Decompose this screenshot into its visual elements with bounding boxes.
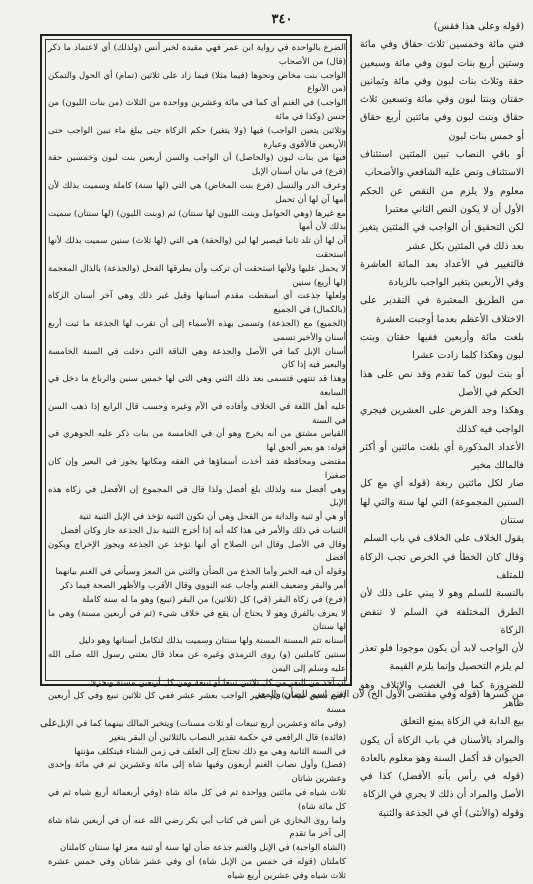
main-text-line: مع غيرها (وهي الحوامل وبنت اللبون لها سنتان) ثم (وبنت اللبون) (لها سنتان) سميت بذلك لأن أمها xyxy=(48,208,346,233)
main-text-line: وقوله أن فيه الخبر وأما الجذع من الضأن والثني من المعز وسيأتي في الغنم بيانهما xyxy=(55,567,346,578)
margin-text-paragraph: بلغت مائة وأربعين ففيها حقتان وبنت لبون وهكذا كلما زادت عشرا xyxy=(360,332,524,362)
main-text-line: وعرف الدر والنسل (فرع بنت المخاض) هي التي (لها سنة) كاملة وسميت بذلك لأن أمها آن لها أن تحمل xyxy=(48,180,346,205)
main-text-line: فيها من بنات لبون (والحاصل) أن الواجب والسن أربعين بنت لبون وخمسين حقة (فرع) في بيان أسنان الإبل xyxy=(48,153,346,178)
margin-text-paragraph: يقول الخلاف على الخلاف في باب السلم xyxy=(363,533,524,545)
main-text-line: آن لها أن تلد ثانيا فيصير لها لبن (والحقة) هي التي (لها ثلاث) سنين سميت بذلك لأنها استحقت xyxy=(48,236,346,260)
main-text-line: (فائدة) قال الرافعي في حكمة تقدير النصاب بالثلاثين أن البقر يتغير xyxy=(109,732,346,743)
main-text-line: أمر والبقر وضعيف الغنم وأجاب عنه النووي وقال الأقرب والأظهر الصحة فيما ذكر xyxy=(60,581,346,592)
margin-text-paragraph: صار لكل مائتين ربعة (قوله أي مع كل السنين المجموعة) التي لها سنة والتي لها سنتان xyxy=(360,478,524,527)
margin-text-paragraph: وقوله (والأنثى) أي في الجذعة والثنية xyxy=(378,807,524,819)
main-text-line: وثلاثين يتعين الواجب) فيها (ولا يتغير) حكم الزكاة حتى يبلغ ماء تبين الواجب حتى الأربعين فالأقوى وعبارة xyxy=(48,125,346,150)
main-text-line: الواجب بنت مخاض ونحوها (فيما مثلا) فيما زاد على ثلاثين (تمام) أي الحول والتمكن (من الأنواع xyxy=(48,70,346,95)
margin-text-paragraph: للضرورة كما في الغصب والإتلاف وهو ظاهر xyxy=(360,679,524,709)
main-text-line: مقتضى ومحافظة فقد أخذت أسماؤها في الفقه ومكانها يجوز في البعير وإن كان صغيرا xyxy=(48,456,346,481)
main-text-line: (الجميع) مع (الجذعة) وتسمى بهذه الأسماء إلى أن تقرب لها الجذعة ما ثبت أربع أسنان والأخير تسمى xyxy=(48,318,346,343)
margin-text-paragraph: بالنسبة للسلم وهو لا يبني على ذلك لأن الطرق المختلفة في السلم لا تنقض الزكاة xyxy=(360,588,524,636)
margin-text-paragraph: بيع الدابة في الزكاة يمنع التعلق xyxy=(400,716,524,728)
main-text-line: الواجب) في الغنم أي كما في مائة وعشرين وواحدة من الثلاث (من بنات اللبون) من جنس (وكذا في مائة xyxy=(48,98,346,122)
margin-text-paragraph: وهكذا وجد الفرض على العشرين فيجري الواجب فيه كذلك xyxy=(360,405,524,435)
margin-text-paragraph: (قوله في رأس بأنه الأفضل) كذا في الأصل والمراد أن ذلك لا يجري في الزكاة xyxy=(360,771,524,801)
main-text-line: القياس مشتق من أنه يخرج وهو أن في الخامسة من بنات ذكر عليه الجوهري في قوله: هو بعير ألحق لها xyxy=(48,429,346,454)
main-text-line: في السنة الثانية وهي مع ذلك تحتاج إلى العلف في زمن الشتاء فيتكلف مؤنتها xyxy=(74,746,346,757)
margin-text-paragraph: من الطريق المعتبرة في التقدير على الاختلاف الأعظم بعدما أوجبت العشرة xyxy=(360,295,524,325)
main-text-line: ولما روى البخاري عن أنس في كتاب أبي بكر رضي الله عنه أن في أربعين شاة شاة إلى آخر ما تقدم xyxy=(48,815,346,840)
main-text-line: كاملتان (قوله في خمس من الإبل شاة) أي وفي عشر شاتان وفي خمس عشرة ثلاث شياه وفي عشرين أربع شياه xyxy=(48,857,346,881)
margin-text-paragraph: (قوله وعلى هذا فقس) xyxy=(433,21,524,32)
main-text-line: (في ستين تبيعان) ثم يتغير الواجب بعشر عشر ففي كل ثلاثين تبيع وفي كل أربعين مسنة xyxy=(48,691,346,716)
main-text-line: وهذا قد تنتهي فتسمى بعد ذلك الثني وهي التي لها خمس سنين والرباع ما دخل في السابعة xyxy=(48,374,346,398)
margin-text-paragraph: لأن الواجب لابد أن يكون موجودا فلو تعذر لم يلزم التحصيل وإنما يلزم القيمة xyxy=(360,643,524,673)
page-number: ٣٤٠ xyxy=(271,12,293,27)
main-text-line: عليه أهل اللغة في الخلاف وأفاده في الأم وغيره وحسب قال الرابع إذا ذهب السن في السنة xyxy=(48,401,346,426)
main-text-frame xyxy=(40,34,352,881)
margin-text-paragraph: فني مائة وخمسين ثلاث حقاق وفي مائة وستين أربع بنات لبون وفي مائة وسبعين حقة وثلاث بنات لبون وفي مائة وثمانين حقتان وبنتا لبون وفي مائة وتسعين ثلاث حقاق وبنت لبون وفي مائتين أربع حقاق أو خمس بنات لبون xyxy=(360,39,524,142)
main-text-line: (وفي مائة وعشرين أربع تبيعات أو ثلاث مسنات) ويتخير المالك بينهما كما في الإبل xyxy=(57,719,346,730)
main-text-block xyxy=(48,42,346,881)
margin-text-paragraph: فالتغيير في الأعداد بعد المائة العاشرة وفي الأربعين يتغير الواجب بالزيادة xyxy=(360,258,524,289)
main-text-line: أن آخذ من البقر من كل ثلاثين تبيعا أو تبيعة ومن كل أربعين مسنة ويجزئ xyxy=(89,677,346,688)
margin-text-paragraph: أو باقي النصاب تبين المئتين استئناف الاستئناف ونص عليه الشافعي والأصحاب xyxy=(360,149,524,179)
main-text-line: (فرع) في زكاة البقر (في) كل (ثلاثين) من البقر (تبيع) وهو ما له سنة كاملة xyxy=(81,594,346,605)
catchword: على xyxy=(40,718,58,729)
main-text-line: أسنان الإبل كما في الأصل والجذعة وهي الناقة التي دخلت في السنة الخامسة والبعير فيه إذا كان xyxy=(48,346,346,371)
main-text-line: الثنيات في ذلك والأمر في هذا كله أنه إذا أخرج الثنية بدل الجذعة جاز وكان أفضل xyxy=(60,525,346,536)
main-text-line: وقال في الأصل وقال ابن الصلاح أي أنها تؤخذ عن الجذعة ويجوز الإخراج ويكون أفضل xyxy=(48,539,346,564)
margin-text-paragraph: وقال كان الخطأ في الخرص تجب الزكاة للمتلف xyxy=(360,551,524,581)
main-text-line: وهي أفضل منه ولذلك بلغ أفضل ولذا قال في المجموع إن الأفضل في زكاة هذه الإبل xyxy=(48,484,346,509)
margin-text-paragraph: أو بنت لبون كما تقدم وقد نص على هذا الحكم في الأصل xyxy=(360,368,524,398)
main-text-line: لا يحمل عليها ولأنها استحقت أن تركب وأن يطرقها الفحل (والجذعة) بالذال المعجمة (لها أربع) سنين xyxy=(48,263,346,288)
margin-text-paragraph: والمراد بالأسنان في باب الزكاة أن يكون الحيوان قد أكمل السنة وهو معلوم بالعادة xyxy=(360,734,524,764)
main-text-line: ولعلها جذعت أي أسقطت مقدم أسنانها وقيل غير ذلك وهي آخر أسنان الزكاة (بالكمال) في الجميع xyxy=(48,291,346,316)
main-text-line: (فصل) وأول نصاب الغنم أربعون وفيها شاة إلى مائة وعشرين ثم في مائة وإحدى وعشرين شاتان xyxy=(48,760,346,785)
bottom-commentary-line: من كسرها (قوله وفي مقتضى الأول الخ) لأن الغنم اسم للضأن والمعز xyxy=(255,689,524,700)
main-text-line: (الشاة الواجبة) في الإبل والغنم جذعة ضأن لها سنة أو ثنية معز لها سنتان كاملتان xyxy=(60,843,346,854)
main-text-line: لا يعرف بالفرق وهو لا يحتاج أن يقع في خلاف شيء (ثم في أربعين مسنة) وهي ما لها سنتان xyxy=(48,608,346,633)
margin-text-paragraph: الأعداد المذكورة أي بلغت مائتين أو أكثر فالمالك مخير xyxy=(360,441,524,472)
main-text-line: ثلاث شياه في مائتين وواحدة ثم في كل مائة شاة (وفي أربعمائة أربع شياه ثم في كل مائة شاة) xyxy=(48,788,346,812)
margin-text-paragraph: لكن التحقيق أن الواجب في المئتين يتغير بعد ذلك في المئتين بكل عشر xyxy=(360,222,524,252)
main-text-line: أسنانه تتم المسنة المسنة ولها سنتان وسميت بذلك لتكامل أسنانها وهو دليل xyxy=(78,636,346,647)
main-text-line: الضرع بالواحدة في رواية ابن عمر فهي مقيدة لخبر أنس (ولذلك) أي لاعتماد ما ذكر (قال) من الأصحاب xyxy=(48,43,346,67)
main-text-line: سنتين كاملتين (و) روى الترمذي وغيره عن معاذ قال بعثني رسول الله صلى الله عليه وسلم إلى اليمن xyxy=(48,650,346,674)
main-text-line: أو هي أو ثنية والدابة من الفحل وهي أن تكون الثنية تؤخذ في الإبل الثنية ثنية xyxy=(78,512,346,523)
margin-text-paragraph: معلوم ولا يلزم من النقص عن الحكم الأول أن لا يكون النص الثاني معتبرا xyxy=(360,185,524,215)
